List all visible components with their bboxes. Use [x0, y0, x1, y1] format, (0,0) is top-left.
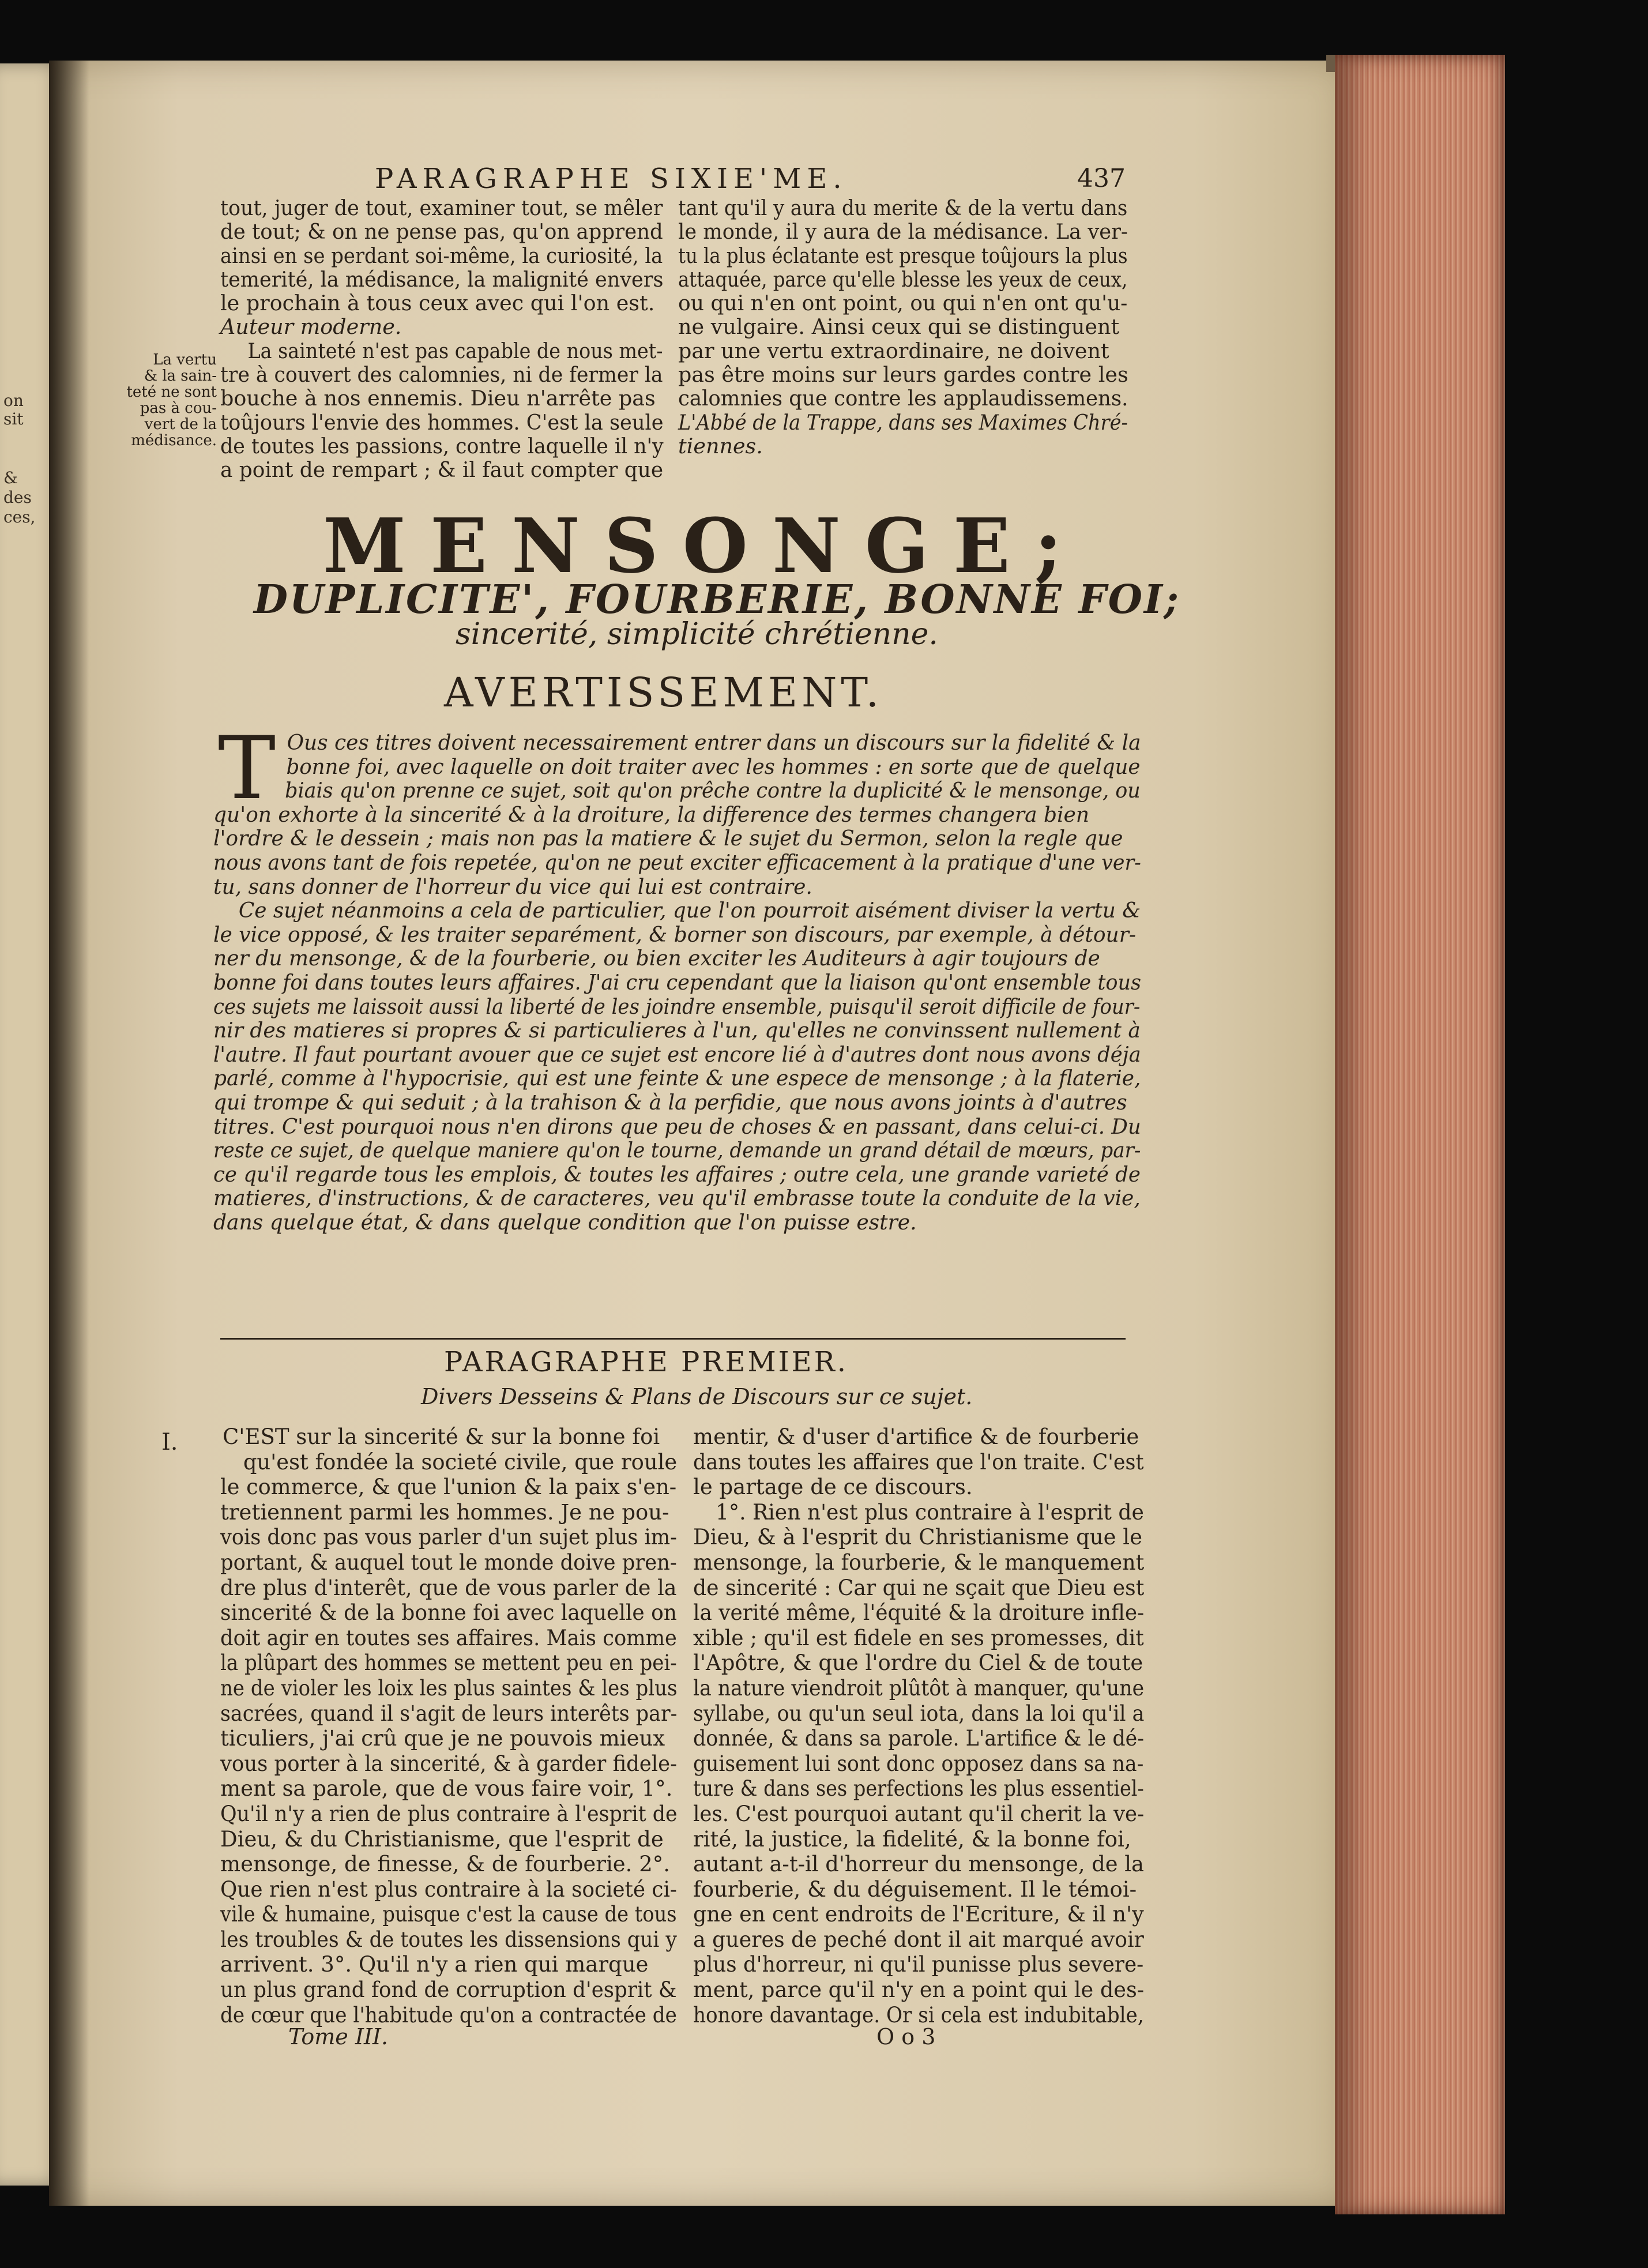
text-line: a point de rempart ; & il faut compter que	[220, 457, 664, 483]
avertissement-heading: AVERTISSEMENT.	[444, 669, 883, 716]
left-fragment: sit	[3, 409, 24, 428]
text-line: de cœur que l'habitude qu'on a contractée de	[220, 2002, 677, 2028]
title-subtitle-2: sincerité, simplicité chrétienne.	[456, 617, 938, 652]
text-line: a gueres de peché dont il ait marqué avoir	[693, 1927, 1144, 1952]
signature-mark: O o 3	[876, 2024, 936, 2049]
text-line: rité, la justice, la fidelité, & la bonne foi,	[693, 1826, 1131, 1852]
text-line: La sainteté n'est pas capable de nous met-	[247, 338, 663, 363]
text-line: toûjours l'envie des hommes. C'est la seule	[220, 409, 664, 435]
text-line: plus d'horreur, ni qu'il punisse plus severe-	[693, 1952, 1144, 1977]
text-line: C'EST sur la sincerité & sur la bonne foi	[223, 1424, 660, 1449]
paragraphe-premier-heading: PARAGRAPHE PREMIER.	[444, 1346, 848, 1378]
note-line: La vertu	[153, 351, 217, 368]
text-line: fourberie, & du déguisement. Il le témoi-	[693, 1876, 1137, 1902]
left-fragment: ces,	[3, 507, 36, 526]
left-fragment: on	[3, 391, 24, 410]
text-line: tretiennent parmi les hommes. Je ne pou-	[220, 1499, 669, 1525]
text-line: ticuliers, j'ai crû que je ne pouvois mieux	[220, 1726, 665, 1751]
text-line: les troubles & de toutes les dissensions qui y	[220, 1927, 677, 1952]
text-line: xible ; qu'il est fidele en ses promesses, dit	[693, 1625, 1144, 1650]
text-line: syllabe, ou qu'un seul iota, dans la loi qu'il a	[693, 1701, 1145, 1726]
text-line: tu, sans donner de l'horreur du vice qui lui est contraire.	[213, 875, 812, 899]
text-line: titres. C'est pourquoi nous n'en dirons que peu de choses & en passant, dans celui-ci. Du	[213, 1115, 1141, 1139]
note-line: teté ne sont	[126, 383, 217, 401]
main-title: MENSONGE;	[323, 502, 1086, 590]
text-line: le prochain à tous ceux avec qui l'on est.	[220, 291, 655, 316]
top-right-column	[678, 196, 1128, 458]
text-line: le partage de ce discours.	[693, 1475, 973, 1500]
section-mark: I.	[161, 1429, 178, 1455]
text-line: nous avons tant de fois repetée, qu'on ne peut exciter efficacement à la pratique d'une ver-	[213, 851, 1141, 875]
note-line: & la sain-	[144, 367, 217, 385]
text-line: ment sa parole, que de vous faire voir, 1°.	[220, 1776, 673, 1801]
text-line: le vice opposé, & les traiter separément, & borner son discours, par exemple, à détour-	[213, 923, 1137, 947]
text-line: Ce sujet néanmoins a cela de particulier, que l'on pourroit aisément diviser la vertu &	[238, 899, 1141, 923]
left-fragment: des	[3, 488, 32, 507]
text-line: reste ce sujet, de quelque maniere qu'on le tourne, demande un grand détail de mœurs, par-	[213, 1139, 1141, 1163]
text-line: qu'est fondée la societé civile, que roule	[243, 1449, 678, 1475]
text-line: ne vulgaire. Ainsi ceux qui se distinguent	[678, 314, 1120, 340]
text-line: Auteur moderne.	[220, 314, 402, 340]
text-line: sacrées, quand il s'agit de leurs interêts par-	[220, 1701, 678, 1726]
paragraphe-premier-subheading: Divers Desseins & Plans de Discours sur ce sujet.	[421, 1384, 973, 1409]
text-line: biais qu'on prenne ce sujet, soit qu'on prêche contre la duplicité & le mensonge, ou	[285, 779, 1141, 803]
text-line: l'Apôtre, & que l'ordre du Ciel & de toute	[693, 1650, 1143, 1676]
text-line: L'Abbé de la Trappe, dans ses Maximes Chré-	[678, 409, 1128, 435]
text-line: bouche à nos ennemis. Dieu n'arrête pas	[220, 386, 656, 411]
text-line: bonne foi, avec laquelle on doit traiter avec les hommes : en sorte que de quelque	[286, 755, 1141, 779]
text-line: 1°. Rien n'est plus contraire à l'esprit de	[716, 1499, 1144, 1525]
drop-cap: T	[218, 719, 276, 819]
page-number: 437	[1077, 164, 1126, 193]
text-line: temerité, la médisance, la malignité envers	[220, 266, 664, 292]
text-line: Dieu, & du Christianisme, que l'esprit de	[220, 1826, 664, 1852]
text-line: dans quelque état, & dans quelque condition que l'on puisse estre.	[213, 1210, 917, 1235]
page-gutter-shadow	[49, 61, 89, 2206]
text-line: qui trompe & qui seduit ; à la trahison & à la perfidie, que nous avons joints à d'autres	[213, 1090, 1127, 1115]
text-line: la nature viendroit plûtôt à manquer, qu'une	[693, 1675, 1145, 1701]
text-line: calomnies que contre les applaudissemens.	[678, 386, 1128, 411]
text-line: pas être moins sur leurs gardes contre les	[678, 362, 1128, 388]
text-line: bonne foi dans toutes leurs affaires. J'ai cru cependant que la liaison qu'ont ensemble tous	[213, 971, 1141, 995]
volume-label: Tome III.	[288, 2024, 388, 2049]
text-line: ou qui n'en ont point, ou qui n'en ont qu'u-	[678, 291, 1128, 316]
text-line: ce qu'il regarde tous les emplois, & toutes les affaires ; outre cela, une grande varieté de	[213, 1163, 1141, 1187]
text-line: mensonge, la fourberie, & le manquement	[693, 1549, 1145, 1575]
text-line: le monde, il y aura de la médisance. La ver-	[678, 219, 1128, 245]
text-line: vois donc pas vous parler d'un sujet plus im-	[220, 1525, 677, 1550]
text-line: sincerité & de la bonne foi avec laquelle on	[220, 1600, 677, 1626]
text-line: tant qu'il y aura du merite & de la vertu dans	[678, 195, 1128, 220]
avertissement-body	[213, 719, 1141, 1235]
text-line: l'ordre & le dessein ; mais non pas la matiere & le sujet du Sermon, selon la regle que	[213, 827, 1123, 851]
title-subtitle: DUPLICITE', FOURBERIE, BONNE FOI;	[254, 577, 1180, 623]
text-line: mentir, & d'user d'artifice & de fourberie	[693, 1424, 1139, 1449]
text-line: Ous ces titres doivent necessairement entrer dans un discours sur la fidelité & la	[287, 731, 1141, 755]
text-line: vile & humaine, puisque c'est la cause de tous	[220, 1902, 677, 1927]
running-title: PARAGRAPHE SIXIE'ME.	[375, 163, 848, 195]
page-edges	[1335, 55, 1505, 2214]
text-line: l'autre. Il faut pourtant avouer que ce sujet est encore lié à d'autres dont nous avons déja	[213, 1043, 1141, 1067]
margin-note	[114, 352, 217, 449]
text-line: ner du mensonge, & de la fourberie, ou bien exciter les Auditeurs à agir toujours de	[213, 947, 1100, 971]
premier-left-column	[220, 1424, 677, 2028]
text-line: ces sujets me laissoit aussi la liberté de les joindre ensemble, puisqu'il seroit difficile de four-	[213, 995, 1141, 1019]
text-line: tiennes.	[678, 433, 763, 458]
text-line: la plûpart des hommes se mettent peu en pei-	[220, 1650, 677, 1676]
text-line: arrivent. 3°. Qu'il n'y a rien qui marque	[220, 1952, 649, 1977]
text-line: vous porter à la sincerité, & à garder fidele-	[220, 1751, 678, 1776]
text-line: gne en cent endroits de l'Ecriture, & il n'y	[693, 1902, 1144, 1927]
text-line: un plus grand fond de corruption d'esprit &	[220, 1977, 677, 2003]
top-left-column	[220, 196, 663, 482]
text-line: mensonge, de finesse, & de fourberie. 2°.	[220, 1852, 670, 1877]
text-line: Qu'il n'y a rien de plus contraire à l'esprit de	[220, 1801, 678, 1826]
text-line: tre à couvert des calomnies, ni de fermer la	[220, 362, 663, 388]
text-line: ainsi en se perdant soi-même, la curiosité, la	[220, 243, 663, 268]
text-line: autant a-t-il d'horreur du mensonge, de la	[693, 1852, 1144, 1877]
text-line: ture & dans ses perfections les plus essentiel-	[693, 1776, 1144, 1801]
text-line: tout, juger de tout, examiner tout, se mêler	[220, 195, 663, 220]
text-line: la verité même, l'équité & la droiture infle-	[693, 1600, 1145, 1626]
text-line: par une vertu extraordinaire, ne doivent	[678, 338, 1109, 363]
text-line: doit agir en toutes ses affaires. Mais comme	[220, 1625, 677, 1650]
text-line: nir des matieres si propres & si particulieres à l'un, qu'elles ne convinssent nullement à	[213, 1019, 1141, 1043]
text-line: ne de violer les loix les plus saintes & les plus	[220, 1675, 678, 1701]
text-line: matieres, d'instructions, & de caracteres, veu qu'il embrasse toute la conduite de la vie,	[213, 1187, 1141, 1211]
section-rule	[220, 1338, 1126, 1340]
text-line: de toutes les passions, contre laquelle il n'y	[220, 433, 664, 458]
text-line: parlé, comme à l'hypocrisie, qui est une feinte & une espece de mensonge ; à la flaterie,	[213, 1067, 1141, 1091]
text-line: honore davantage. Or si cela est indubitable,	[693, 2002, 1144, 2028]
text-line: ment, parce qu'il n'y en a point qui le des-	[693, 1977, 1145, 2003]
text-line: Que rien n'est plus contraire à la societé ci-	[220, 1876, 677, 1902]
text-line: Dieu, & à l'esprit du Christianisme que le	[693, 1525, 1142, 1550]
text-line: tu la plus éclatante est presque toûjours la plus	[678, 243, 1128, 268]
text-line: le commerce, & que l'union & la paix s'en-	[220, 1475, 677, 1500]
left-fragment: &	[3, 468, 18, 487]
note-line: pas à cou-	[140, 400, 217, 417]
text-line: donnée, & dans sa parole. L'artifice & le dé-	[693, 1726, 1145, 1751]
text-line: dre plus d'interêt, que de vous parler de la	[220, 1575, 677, 1600]
premier-right-column	[693, 1424, 1144, 2028]
text-line: les. C'est pourquoi autant qu'il cherit la ve-	[693, 1801, 1145, 1826]
text-line: dans toutes les affaires que l'on traite. C'est	[693, 1449, 1144, 1475]
text-line: guisement lui sont donc opposez dans sa na-	[693, 1751, 1144, 1776]
note-line: vert de la	[144, 416, 217, 433]
note-line: médisance.	[131, 432, 217, 449]
text-line: de sincerité : Car qui ne sçait que Dieu est	[693, 1575, 1145, 1600]
text-line: qu'on exhorte à la sincerité & à la droiture, la difference des termes changera bien	[213, 803, 1090, 827]
text-line: portant, & auquel tout le monde doive pren-	[220, 1549, 677, 1575]
text-line: attaquée, parce qu'elle blesse les yeux de ceux,	[678, 266, 1128, 292]
text-line: de tout; & on ne pense pas, qu'on apprend	[220, 219, 663, 245]
